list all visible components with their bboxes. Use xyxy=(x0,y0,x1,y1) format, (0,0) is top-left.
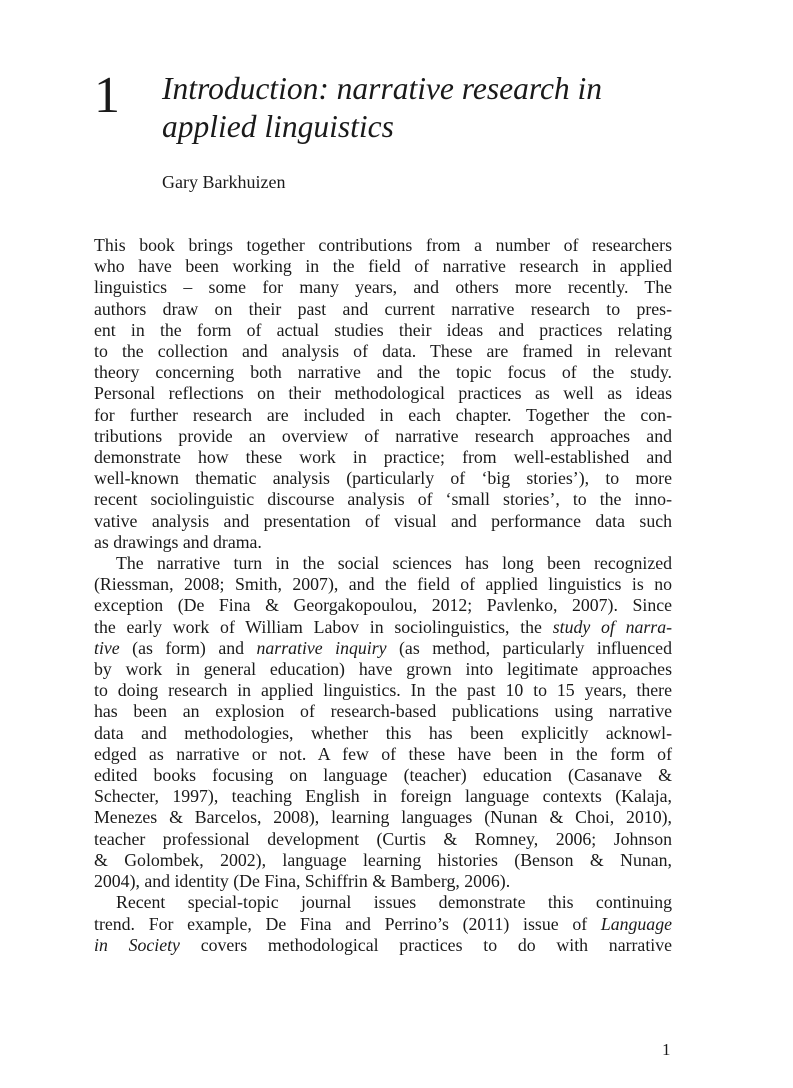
text-line: Menezes & Barcelos, 2008), learning languages (Nunan & Choi, 2010), xyxy=(94,807,672,828)
text-line: vative analysis and presentation of visual and performance data such xyxy=(94,510,672,531)
text-line: This book brings together contributions from a number of researchers xyxy=(94,235,672,255)
text-line: demonstrate how these work in practice; from well-established and xyxy=(94,447,672,468)
text-line: teacher professional development (Curtis & Romney, 2006; Johnson xyxy=(94,828,672,849)
text-line xyxy=(94,914,672,935)
text-line: as drawings and drama. xyxy=(94,531,262,552)
text-line: linguistics – some for many years, and others more recently. The xyxy=(94,277,672,298)
italic-term: Language xyxy=(600,913,672,934)
text-line: 2004), and identity (De Fina, Schiffrin & Bamberg, 2006). xyxy=(94,871,511,892)
text-line: authors draw on their past and current narrative research to pres- xyxy=(94,298,672,319)
text-line: edited books focusing on language (teacher) education (Casanave & xyxy=(94,765,672,786)
chapter-author: Gary Barkhuizen xyxy=(162,172,286,192)
text-line: theory concerning both narrative and the topic focus of the study. xyxy=(94,362,672,383)
text-line: exception (De Fina & Georgakopoulou, 2012; Pavlenko, 2007). Since xyxy=(94,595,672,616)
text-run: trend. For example, De Fina and Perrino’s (2011) issue of xyxy=(94,913,588,934)
text-line xyxy=(94,935,672,956)
text-line: edged as narrative or not. A few of these have been in the form of xyxy=(94,743,672,764)
text-run: the early work of William Labov in sociolinguistics, the xyxy=(94,616,542,637)
text-line: tributions provide an overview of narrative research approaches and xyxy=(94,425,672,446)
chapter-title-line: Introduction: narrative research in xyxy=(162,71,603,106)
text-line: Recent special-topic journal issues demonstrate this continuing xyxy=(116,892,672,913)
text-run: (as form) and xyxy=(132,637,245,658)
text-line: by work in general education) have grown into legitimate approaches xyxy=(94,659,672,680)
chapter-number: 1 xyxy=(94,67,120,124)
text-line: for further research are included in each chapter. Together the con- xyxy=(94,404,672,425)
text-line: well-known thematic analysis (particularly of ‘big stories’), to more xyxy=(94,468,672,489)
text-line: Personal reflections on their methodological practices as well as ideas xyxy=(94,383,672,404)
text-line xyxy=(94,638,672,659)
chapter-title-line: applied linguistics xyxy=(162,109,394,144)
text-line: has been an explosion of research-based publications using narrative xyxy=(94,701,672,722)
text-line: data and methodologies, whether this has been explicitly acknowl- xyxy=(94,722,672,743)
body-text xyxy=(94,235,672,956)
page-number: 1 xyxy=(662,1040,671,1059)
text-line: to doing research in applied linguistics. In the past 10 to 15 years, there xyxy=(94,680,672,701)
text-line: The narrative turn in the social sciences has long been recognized xyxy=(116,553,672,574)
text-line: recent sociolinguistic discourse analysis of ‘small stories’, to the inno- xyxy=(94,489,672,510)
text-line: (Riessman, 2008; Smith, 2007), and the field of applied linguistics is no xyxy=(94,574,672,595)
text-line xyxy=(94,617,672,638)
text-line: to the collection and analysis of data. These are framed in relevant xyxy=(94,341,672,362)
italic-term: tive xyxy=(94,637,120,658)
text-line: ent in the form of actual studies their ideas and practices relating xyxy=(94,319,672,340)
text-run: (as method, particularly influenced xyxy=(399,637,672,658)
italic-term: study of narra- xyxy=(552,616,673,637)
italic-term: narrative inquiry xyxy=(256,637,387,658)
text-run: covers methodological practices to do with narrative xyxy=(200,934,672,955)
chapter-title xyxy=(162,70,602,146)
text-line: Schecter, 1997), teaching English in foreign language contexts (Kalaja, xyxy=(94,786,672,807)
text-line: & Golombek, 2002), language learning histories (Benson & Nunan, xyxy=(94,849,672,870)
text-line: who have been working in the field of narrative research in applied xyxy=(94,256,672,277)
italic-term: in Society xyxy=(94,934,180,955)
